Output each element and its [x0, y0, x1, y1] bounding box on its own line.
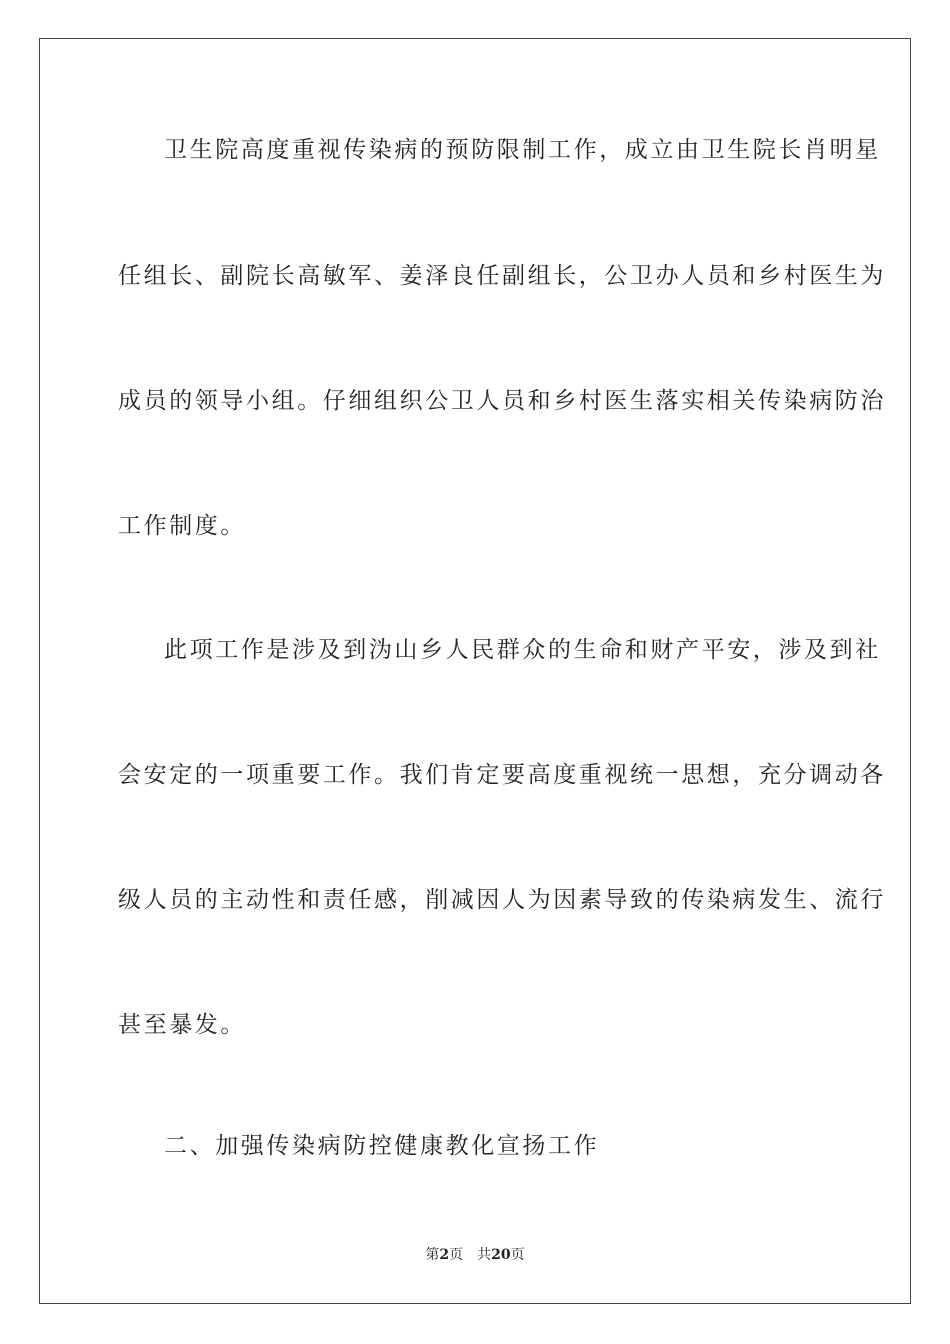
section-heading: 二、加强传染病防控健康教化宣扬工作: [164, 1133, 600, 1159]
footer-total-suffix: 页: [510, 1247, 525, 1263]
footer-total-prefix: 共: [477, 1247, 492, 1263]
paragraph-1-line-1: 卫生院高度重视传染病的预防限制工作，成立由卫生院长肖明星: [164, 137, 881, 163]
footer-total-pages: 20: [491, 1247, 511, 1263]
paragraph-2-line-4: 甚至暴发。: [118, 1012, 246, 1038]
footer-page-prefix: 第: [425, 1247, 440, 1263]
paragraph-1-line-4: 工作制度。: [118, 513, 246, 539]
paragraph-1-line-3: 成员的领导小组。仔细组织公卫人员和乡村医生落实相关传染病防治: [118, 388, 886, 414]
page-border: [39, 38, 911, 1304]
footer-page-number: 2: [439, 1247, 450, 1263]
paragraph-2-line-1: 此项工作是涉及到沩山乡人民群众的生命和财产平安，涉及到社: [164, 637, 881, 663]
page-footer: [0, 1246, 950, 1264]
paragraph-2-line-2: 会安定的一项重要工作。我们肯定要高度重视统一思想，充分调动各: [118, 762, 886, 788]
paragraph-1-line-2: 任组长、副院长高敏军、姜泽良任副组长，公卫办人员和乡村医生为: [118, 263, 886, 289]
footer-page-suffix: 页: [449, 1247, 464, 1263]
paragraph-2-line-3: 级人员的主动性和责任感，削减因人为因素导致的传染病发生、流行: [118, 887, 886, 913]
